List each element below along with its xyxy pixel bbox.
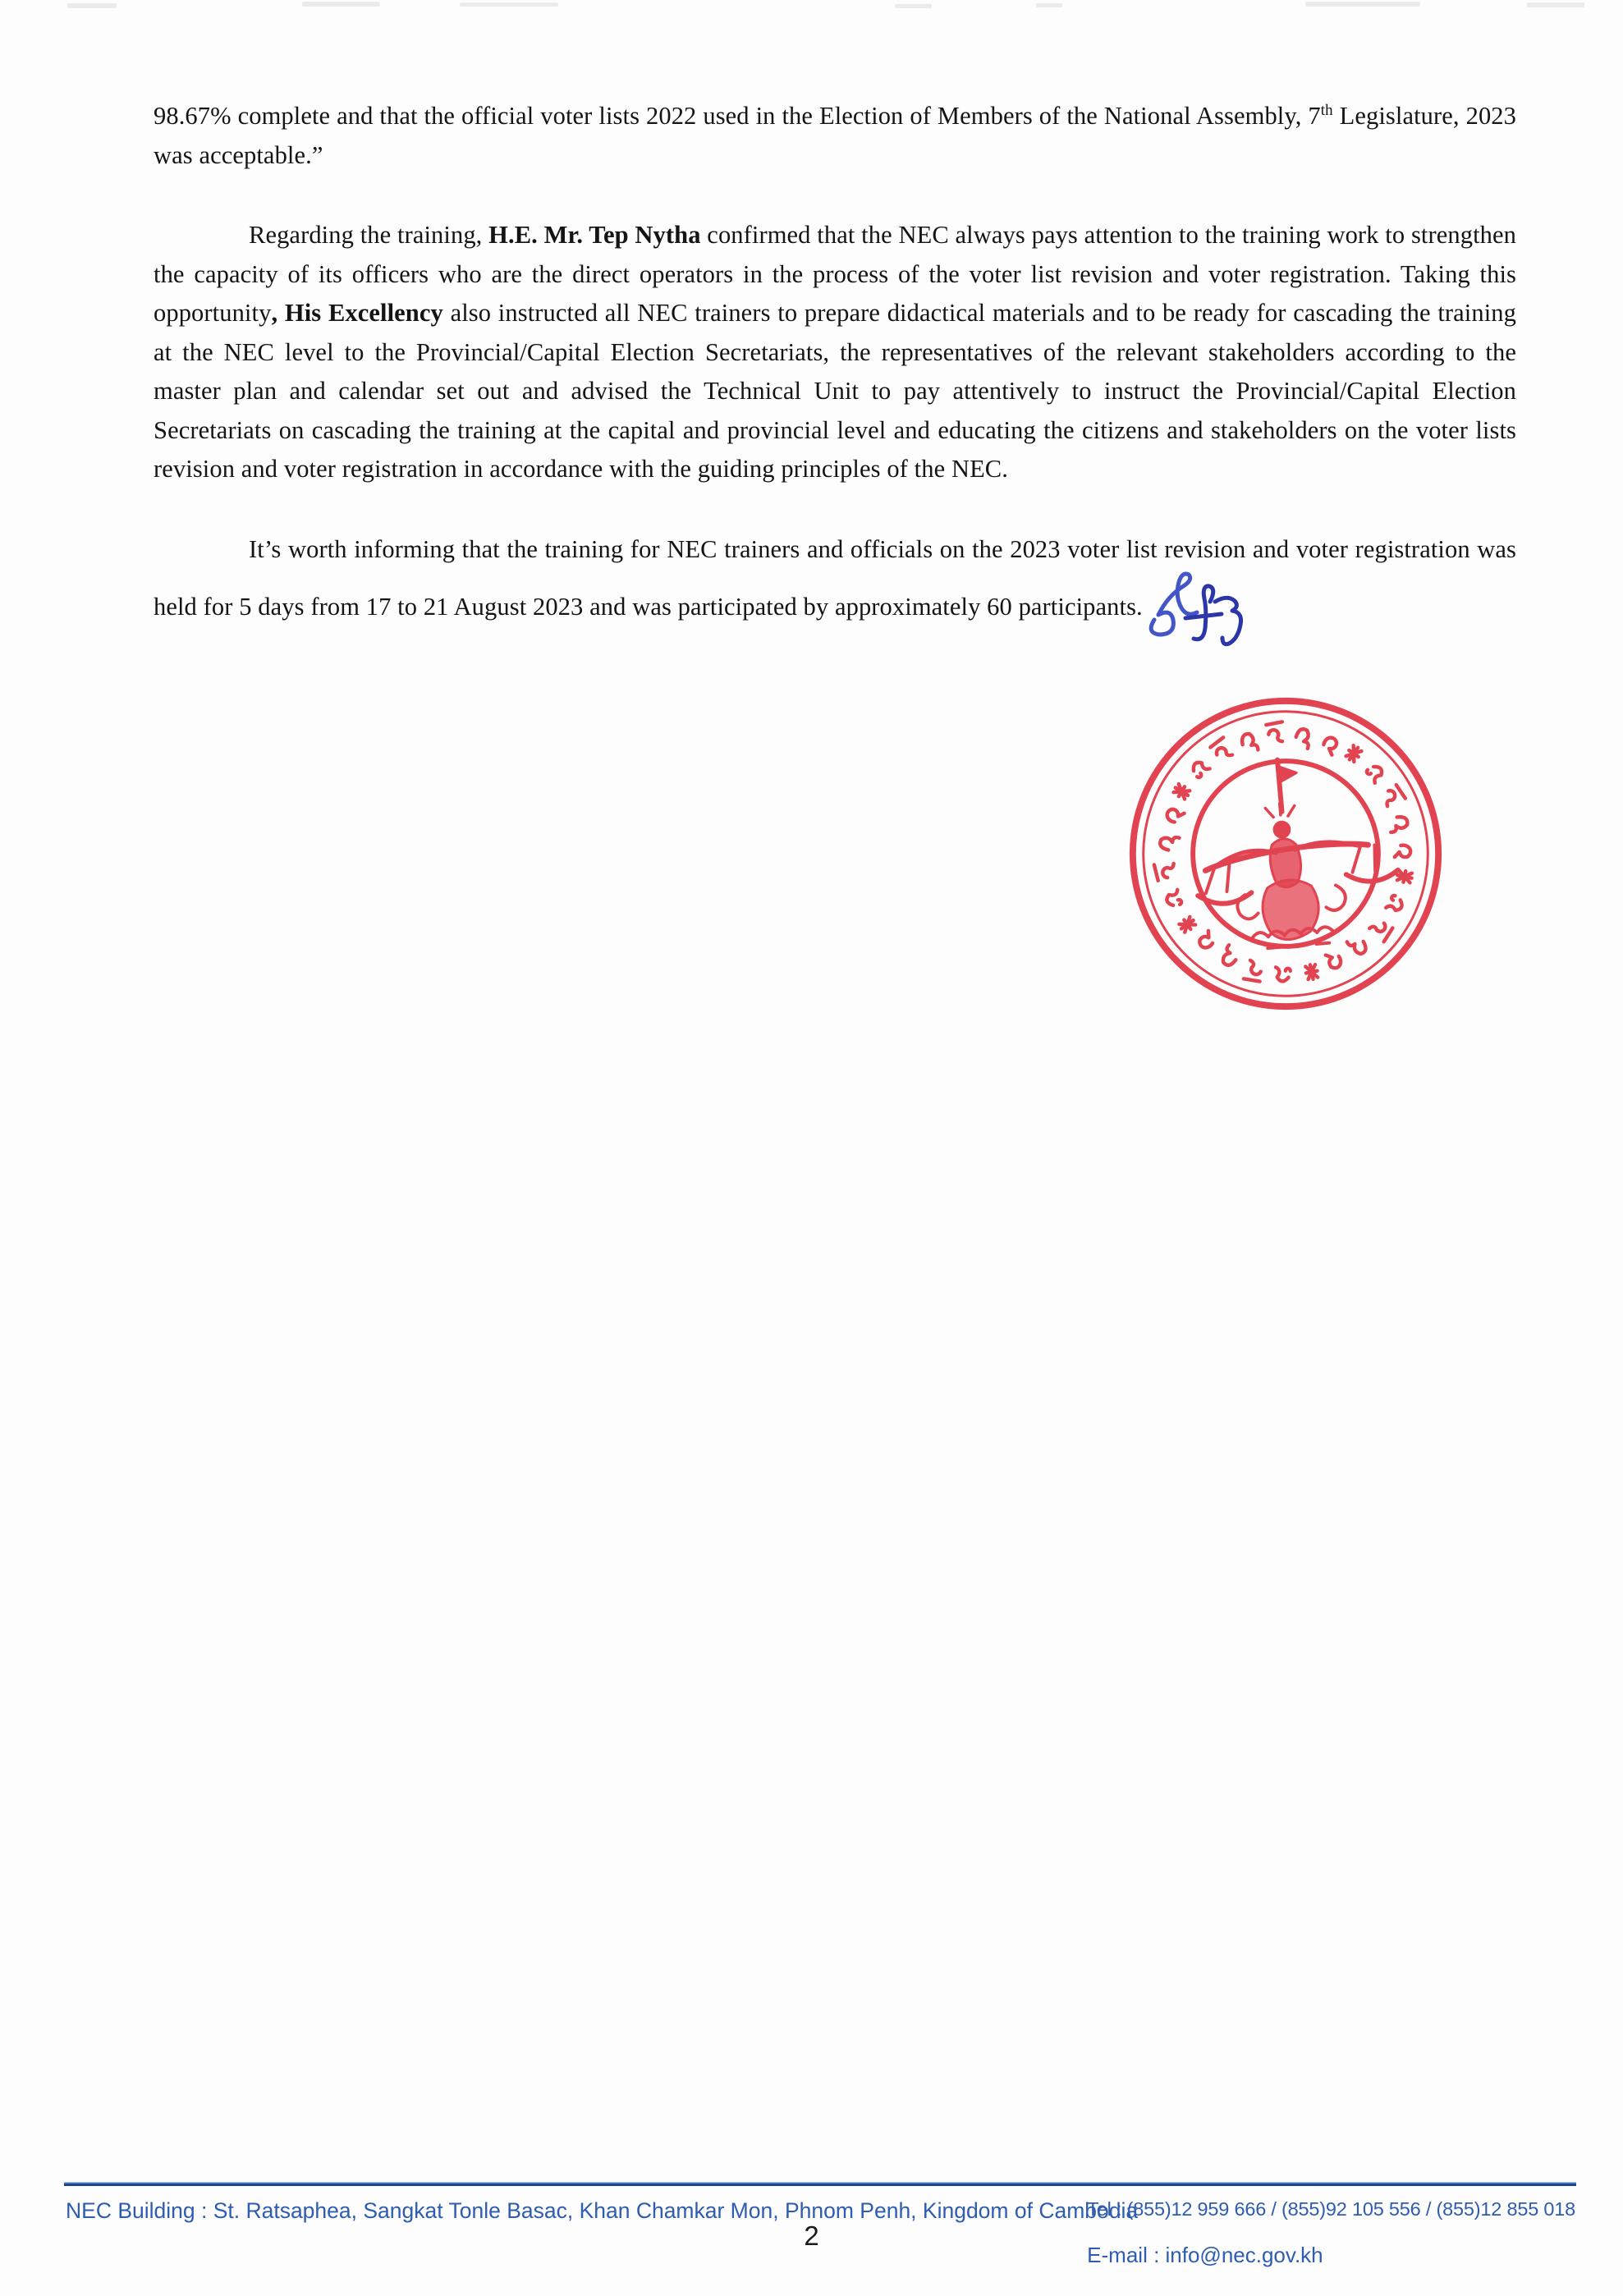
document-body xyxy=(154,97,1516,700)
handwritten-initials-signature xyxy=(1146,569,1256,659)
official-red-seal-stamp xyxy=(1109,677,1461,1029)
footer-telephone: Tel : (855)12 959 666 / (855)92 105 556 / (855)12 855 018 xyxy=(1087,2198,1575,2220)
footer-email: E-mail : info@nec.gov.kh xyxy=(1087,2243,1323,2267)
paragraph: It’s worth informing that the training for NEC trainers and officials on the 2023 voter list revision and voter registration was held for 5 days from 17 to 21 August 2023 and was participated by approximately 60 participants. xyxy=(154,530,1516,660)
page-number: 2 xyxy=(804,2220,819,2251)
footer-divider-line xyxy=(64,2182,1576,2186)
paragraph: Regarding the training, H.E. Mr. Tep Nytha confirmed that the NEC always pays attention to the training work to strengthen the capacity of its officers who are the direct operators in the process of the voter list revision and voter registration. Taking this opportunity, His Excellency also instructed all NEC trainers to prepare didactical materials and to be ready for cascading the training at the NEC level to the Provincial/Capital Election Secretariats, the representatives of the relevant stakeholders according to the master plan and calendar set out and advised the Technical Unit to pay attentively to instruct the Provincial/Capital Election Secretariats on cascading the training at the capital and provincial level and educating the citizens and stakeholders on the voter lists revision and voter registration in accordance with the guiding principles of the NEC. xyxy=(154,221,1517,483)
paragraph: 98.67% complete and that the official voter lists 2022 used in the Election of Members of the National Assembly, 7th Legislature, 2023 was acceptable.” xyxy=(154,101,1516,169)
footer-address: NEC Building : St. Ratsaphea, Sangkat Tonle Basac, Khan Chamkar Mon, Phnom Penh, Kingdom of Cambodia xyxy=(66,2198,1139,2223)
stamp-center-emblem xyxy=(1187,750,1404,954)
